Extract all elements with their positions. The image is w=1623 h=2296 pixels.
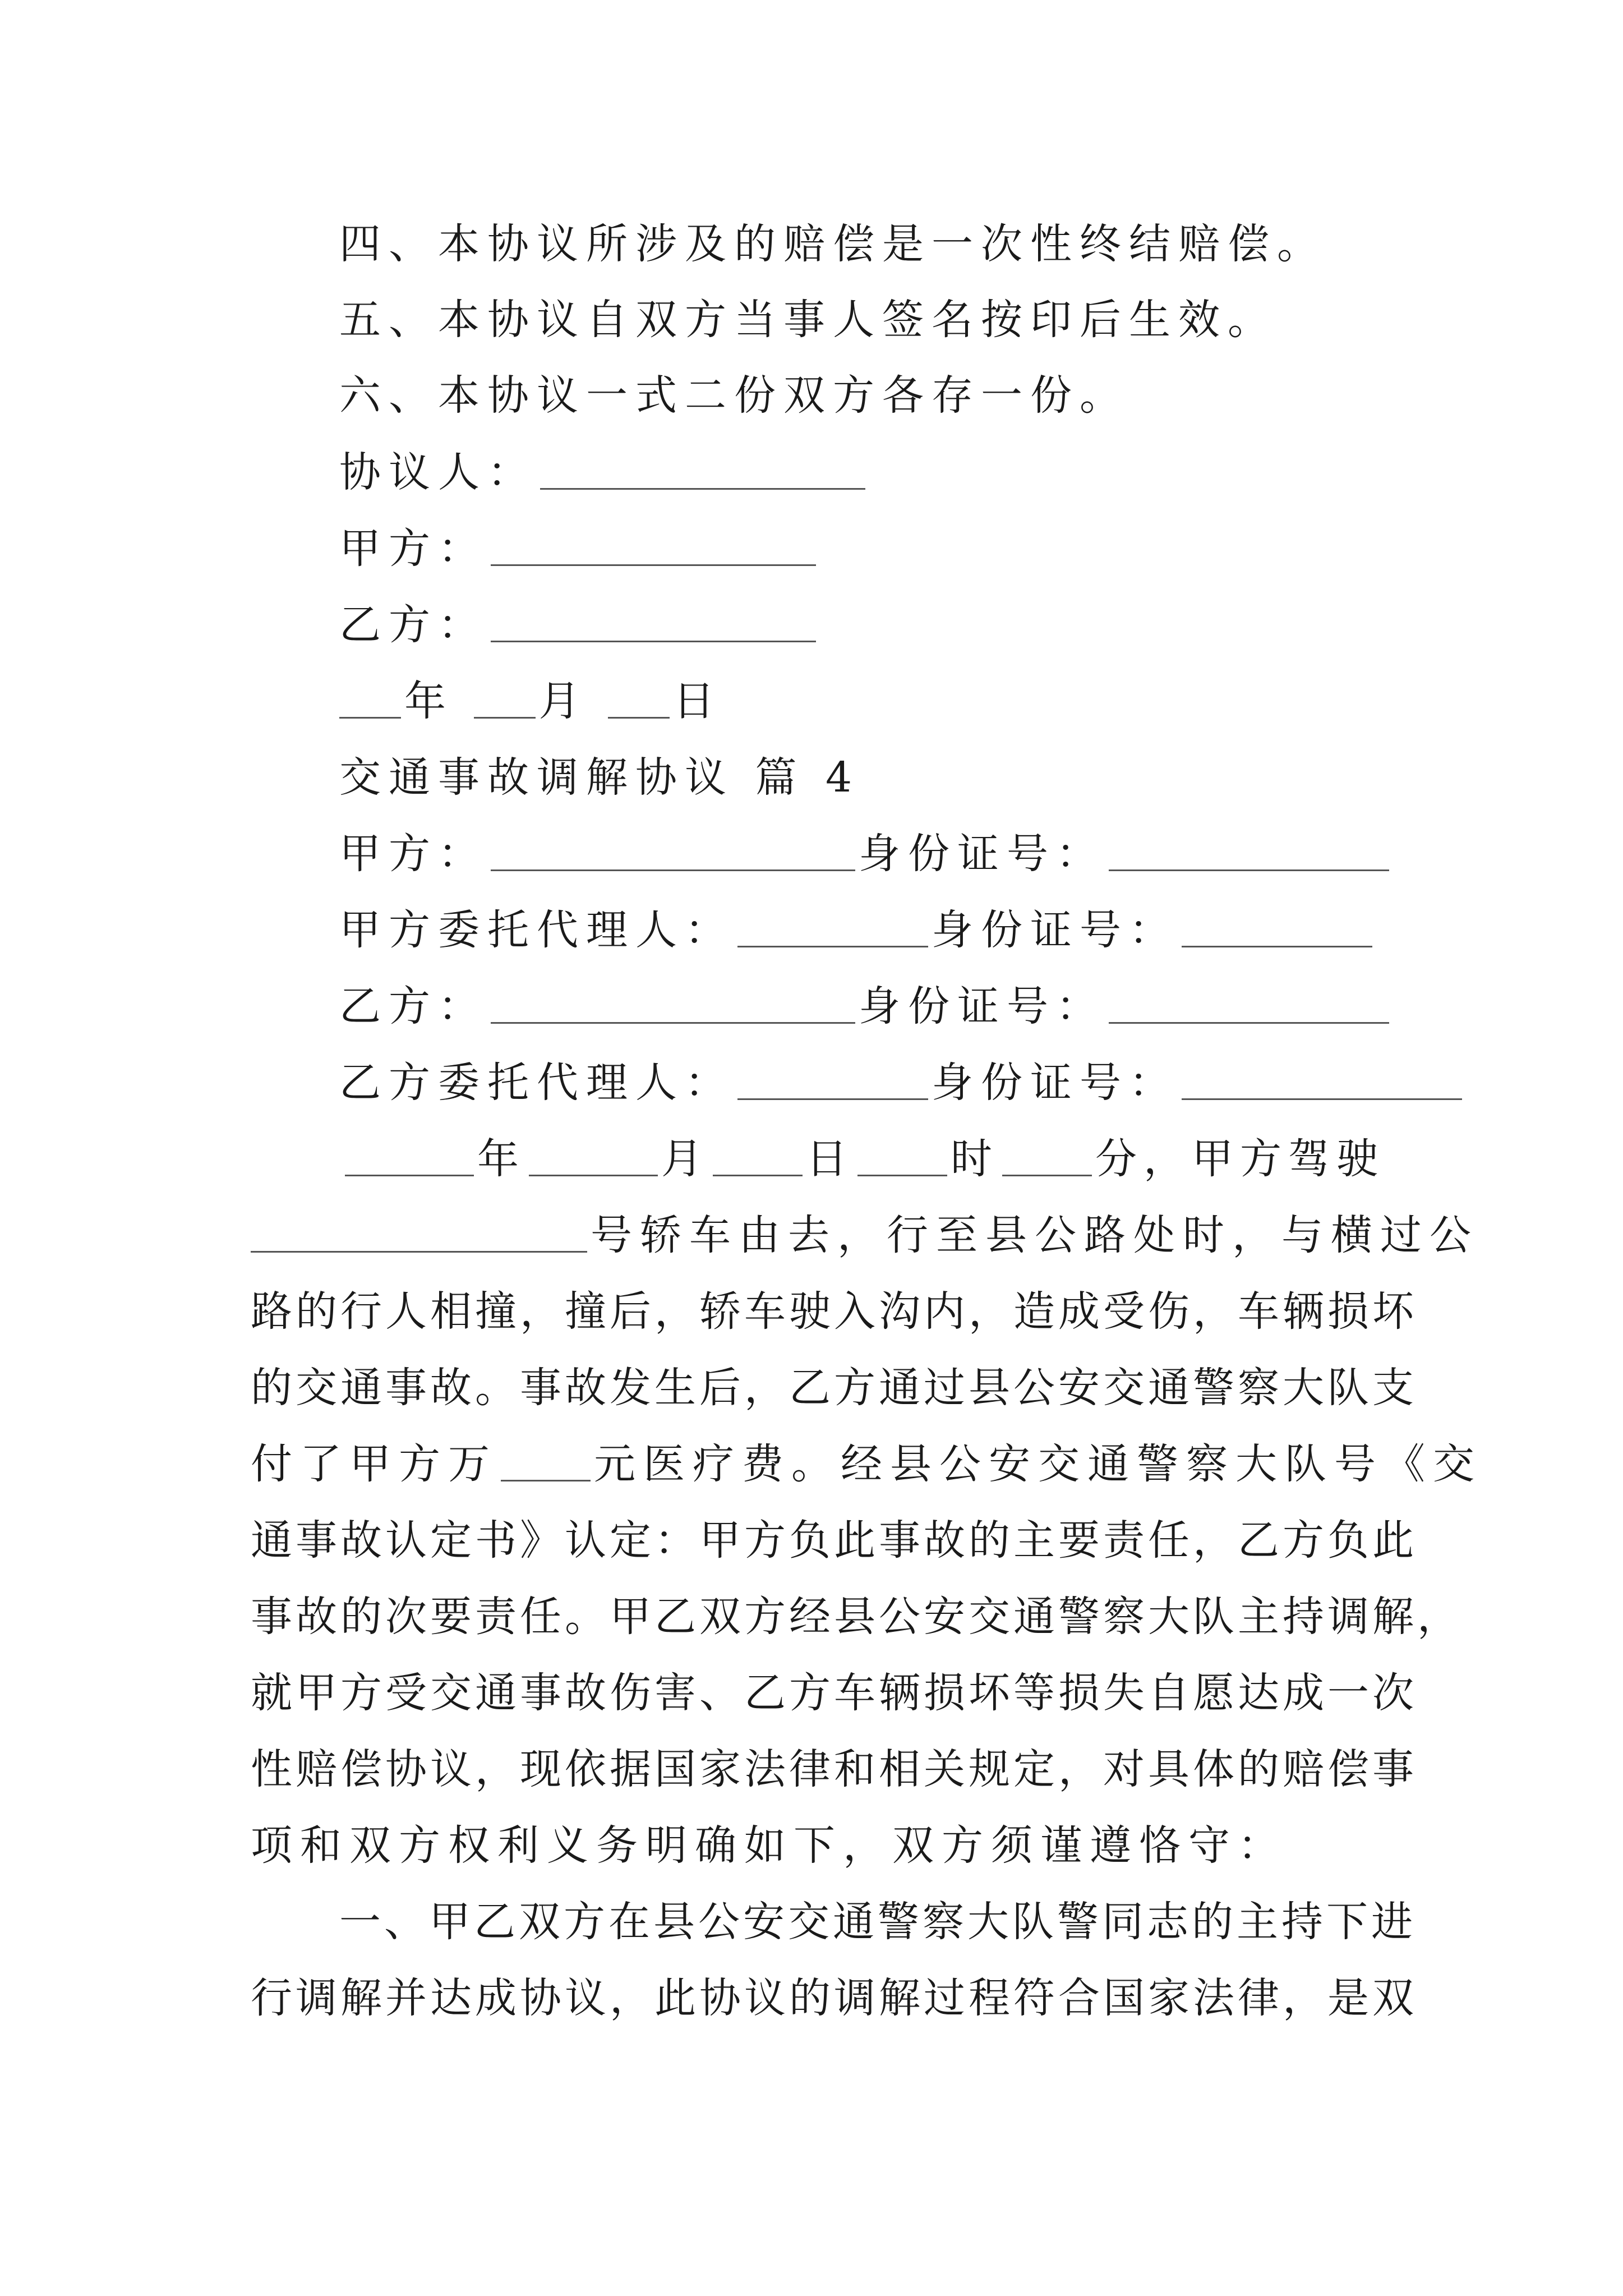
party-b-id-label: 身份证号：: [859, 982, 1105, 1030]
sign-month-blank: [474, 683, 536, 719]
acc-year-blank: [345, 1141, 474, 1176]
sign-day-label: 日: [673, 677, 721, 725]
sign-day-blank: [608, 683, 670, 719]
paragraph-line-9: 性赔偿协议，现依据国家法律和相关规定，对具体的赔偿事: [251, 1745, 1417, 1793]
party-b-name-blank: [491, 988, 855, 1024]
clause-six: 六、本协议一式二份双方各存一份。: [339, 371, 1129, 420]
party-b-agent-blank: [737, 1065, 928, 1100]
paragraph-line-2: [251, 1207, 1479, 1263]
acc-year-label: 年: [477, 1135, 525, 1183]
acc-minute-label: 分，甲方驾驶: [1095, 1135, 1385, 1183]
paragraph-line-5: [251, 1436, 1482, 1492]
party-a-sign-label: 甲方：: [339, 524, 487, 573]
party-a-id-blank: [1109, 836, 1389, 871]
party-a-agent-id-label: 身份证号：: [932, 906, 1178, 954]
party-a-id-label: 身份证号：: [859, 830, 1105, 878]
party-b-sign-blank: [491, 607, 816, 642]
acc-month-label: 月: [661, 1135, 709, 1183]
paragraph-line-8: 就甲方受交通事故伤害、乙方车辆损坏等损失自愿达成一次: [251, 1669, 1417, 1717]
signatory-line: [339, 444, 869, 500]
party-a-agent-id-blank: [1182, 912, 1372, 947]
paragraph-line-10: 项和双方权利义务明确如下，双方须谨遵恪守：: [251, 1821, 1287, 1870]
party-b-agent-label: 乙方委托代理人：: [339, 1059, 734, 1107]
clause-five: 五、本协议自双方当事人签名按印后生效。: [339, 296, 1277, 344]
sign-month-label: 月: [538, 677, 586, 725]
paragraph-line-5-start: 付了甲方万: [251, 1440, 497, 1488]
paragraph-line-4: 的交通事故。事故发生后，乙方通过县公安交通警察大队支: [251, 1364, 1417, 1412]
medical-fee-blank: [501, 1446, 591, 1481]
accident-time-line: [339, 1131, 1385, 1187]
item-one-line-1: 一、甲乙双方在县公安交通警察大队警同志的主持下进: [339, 1898, 1416, 1946]
paragraph-line-7: 事故的次要责任。甲乙双方经县公安交通警察大队主持调解，: [251, 1593, 1462, 1641]
acc-hour-blank: [857, 1141, 947, 1176]
party-b-agent-line: [339, 1055, 1465, 1111]
plate-number-blank: [251, 1217, 587, 1253]
party-b-id-blank: [1109, 988, 1389, 1024]
party-a-agent-line: [339, 902, 1376, 958]
clause-four: 四、本协议所涉及的赔偿是一次性终结赔偿。: [339, 220, 1326, 268]
party-a-line: [339, 826, 1393, 882]
party-a-label: 甲方：: [339, 830, 487, 878]
acc-hour-label: 时: [951, 1135, 999, 1183]
acc-day-label: 日: [806, 1135, 854, 1183]
party-b-agent-id-blank: [1182, 1065, 1462, 1100]
party-a-sign-line: [339, 521, 819, 577]
section-title: 交通事故调解协议 篇 4: [339, 753, 860, 802]
party-b-line: [339, 978, 1393, 1034]
party-b-sign-line: [339, 597, 819, 653]
sign-date-line: [339, 673, 720, 729]
paragraph-line-5-end: 元医疗费。经县公安交通警察大队号《交: [594, 1440, 1482, 1488]
sign-year-blank: [339, 683, 401, 719]
party-a-agent-label: 甲方委托代理人：: [339, 906, 734, 954]
party-a-name-blank: [491, 836, 855, 871]
paragraph-line-3: 路的行人相撞，撞后，轿车驶入沟内，造成受伤，车辆损坏: [251, 1287, 1417, 1336]
item-one-line-2: 行调解并达成协议，此协议的调解过程符合国家法律，是双: [251, 1974, 1417, 2022]
acc-minute-blank: [1002, 1141, 1092, 1176]
party-a-sign-blank: [491, 531, 816, 566]
signatory-blank: [540, 454, 865, 490]
acc-month-blank: [529, 1141, 658, 1176]
signatory-label: 协议人：: [339, 448, 537, 496]
sign-year-label: 年: [404, 677, 451, 725]
paragraph-line-6: 通事故认定书》认定：甲方负此事故的主要责任，乙方负此: [251, 1516, 1417, 1565]
party-b-label: 乙方：: [339, 982, 487, 1030]
party-b-sign-label: 乙方：: [339, 601, 487, 649]
acc-day-blank: [713, 1141, 803, 1176]
party-a-agent-blank: [737, 912, 928, 947]
paragraph-line-2-text: 号轿车由去，行至县公路处时，与横过公: [591, 1211, 1479, 1259]
party-b-agent-id-label: 身份证号：: [932, 1059, 1178, 1107]
